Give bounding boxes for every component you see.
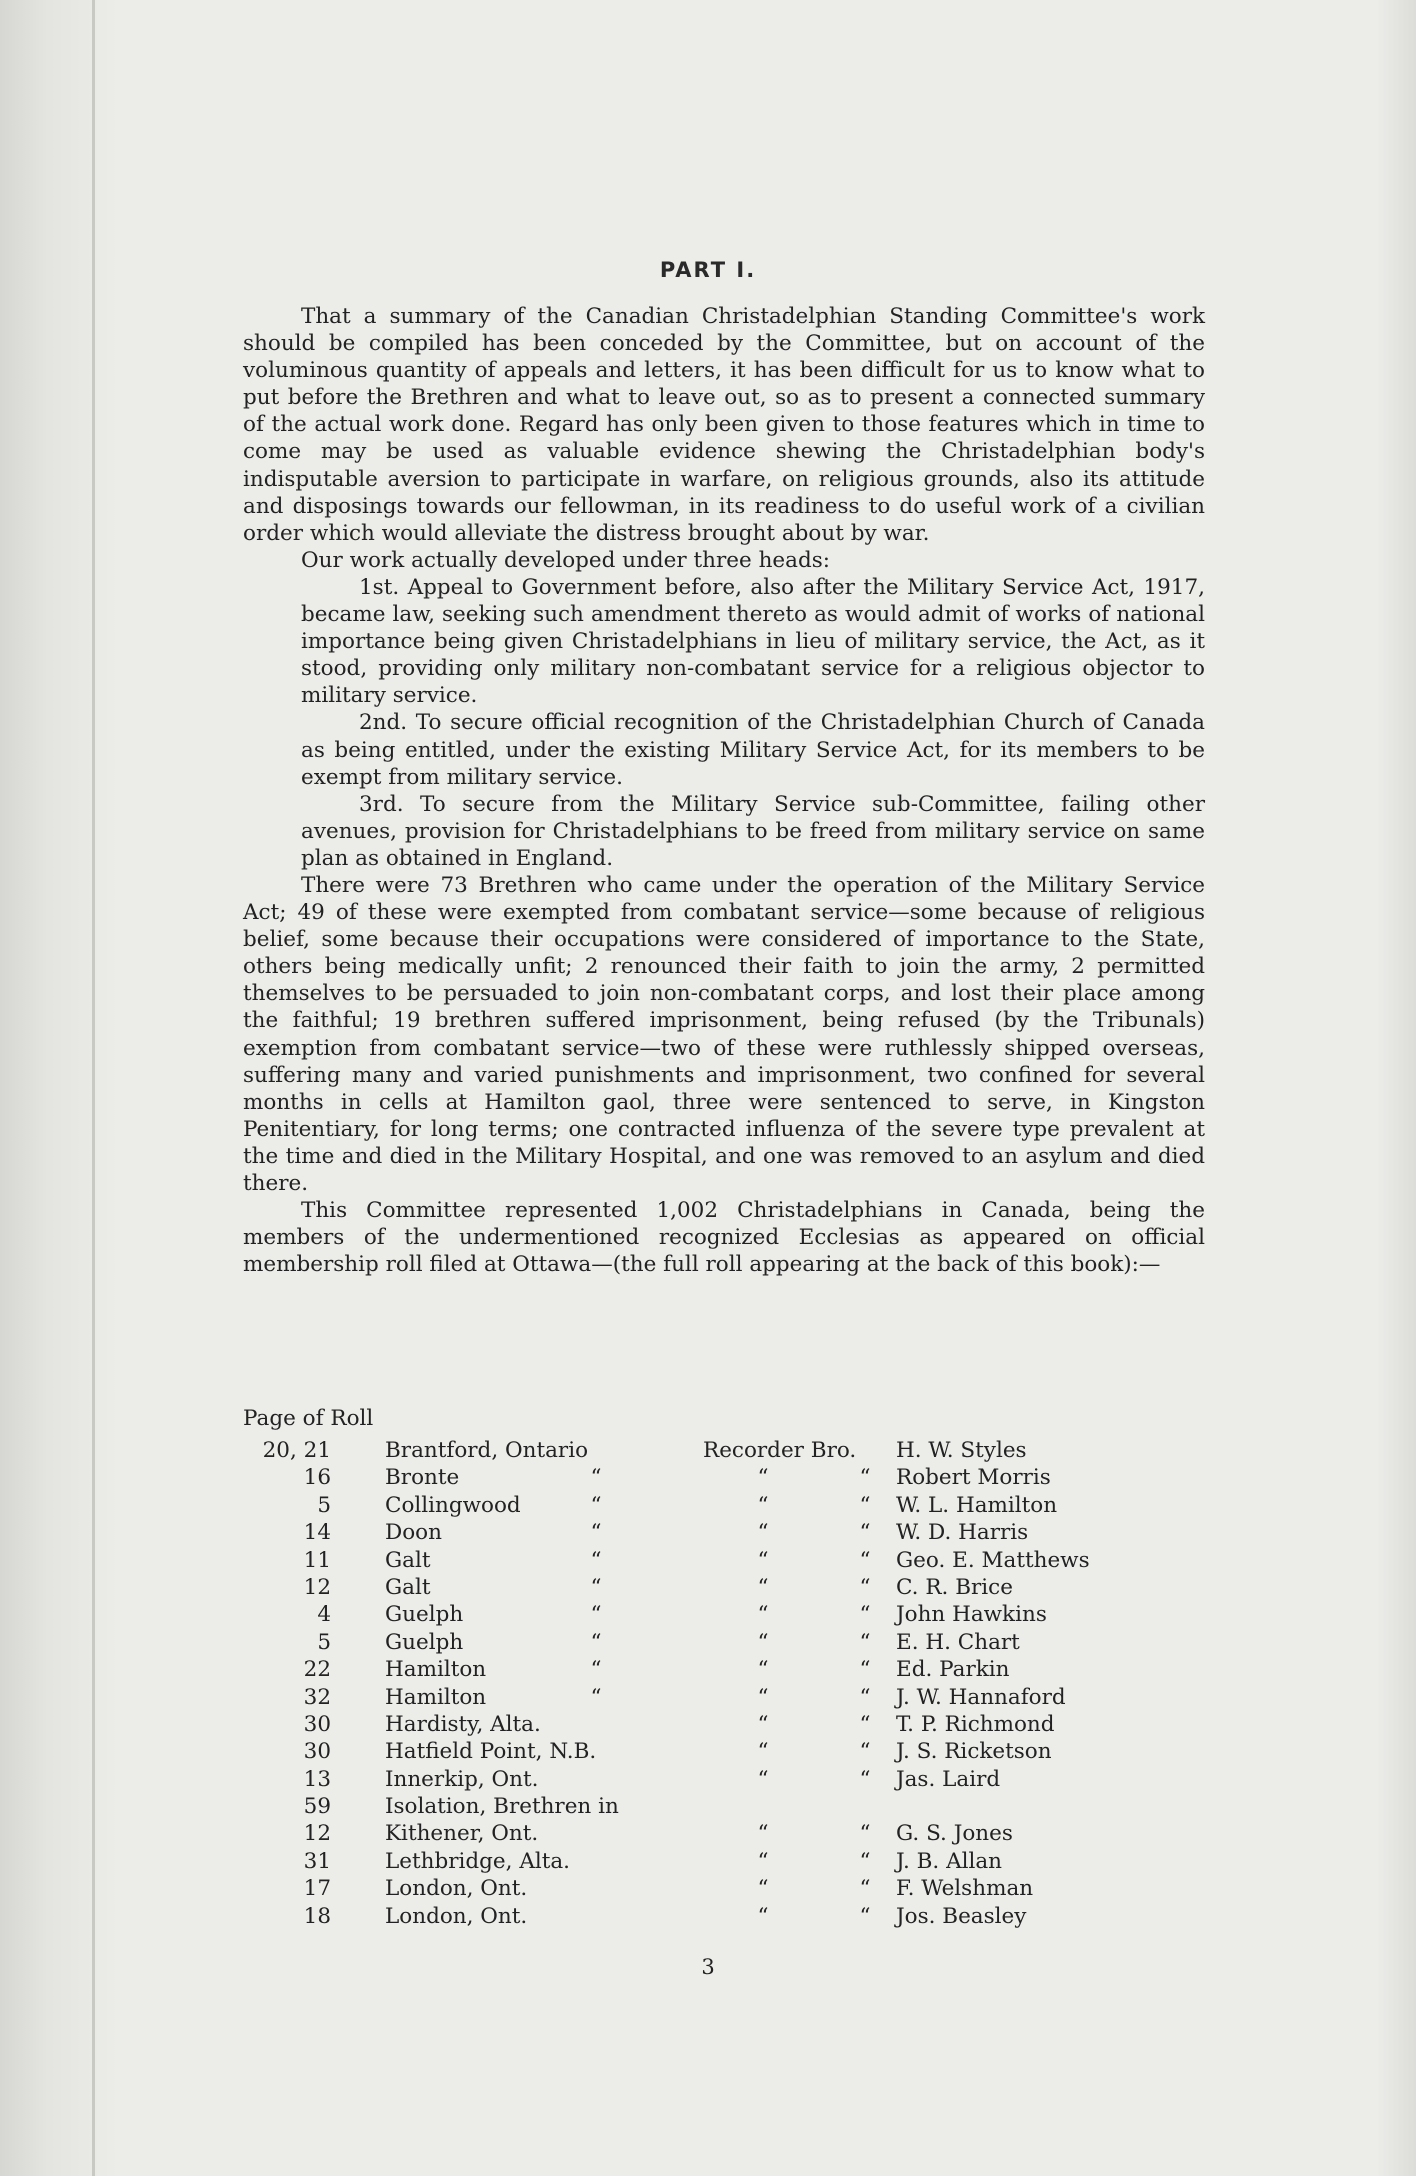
- roll-recorder-ditto: “: [757, 1657, 769, 1683]
- roll-name: John Hawkins: [896, 1602, 1047, 1628]
- roll-recorder-ditto: “: [757, 1711, 769, 1737]
- roll-name: Jas. Laird: [896, 1766, 1001, 1792]
- roll-row: [243, 1438, 1205, 1465]
- roll-place: Lethbridge, Alta.: [385, 1848, 571, 1874]
- roll-page: 17: [303, 1876, 331, 1902]
- roll-row: [243, 1794, 1205, 1821]
- roll-page: 32: [303, 1684, 331, 1710]
- roll-recorder-ditto: “: [757, 1821, 769, 1847]
- head-item-2: 2nd. To secure official recognition of the Christadelphian Church of Canada as being entitled, under the existing Military Service Act, for its members to be exempt from military service.: [301, 710, 1205, 790]
- roll-place: Guelph: [385, 1629, 464, 1655]
- roll-page: 12: [303, 1821, 331, 1847]
- roll-page: 5: [317, 1629, 331, 1655]
- roll-place-ditto: “: [590, 1574, 602, 1600]
- roll-row: [243, 1849, 1205, 1876]
- roll-row: [243, 1685, 1205, 1712]
- roll-recorder-ditto: “: [757, 1876, 769, 1902]
- roll-page: 4: [317, 1602, 331, 1628]
- roll-recorder-ditto: “: [757, 1602, 769, 1628]
- paragraph: Our work actually developed under three heads:: [301, 547, 830, 573]
- paragraph: This Committee represented 1,002 Christadelphians in Canada, being the members of the undermentioned recognized Ecclesias as appeared on official membership roll filed at Ottawa—(the full roll appearing at the back of this book):—: [243, 1198, 1205, 1278]
- roll-bro-ditto: “: [859, 1739, 871, 1765]
- roll-page: 30: [303, 1739, 331, 1765]
- roll-row: [243, 1876, 1205, 1903]
- head-item-1: 1st. Appeal to Government before, also after the Military Service Act, 1917, became law, seeking such amendment thereto as would admit of works of national importance being given Christadelphians in lieu of military service, the Act, as it stood, providing only military non-combatant service for a religious objector to military service.: [301, 574, 1205, 709]
- roll-place-ditto: “: [590, 1684, 602, 1710]
- roll-recorder-ditto: “: [757, 1848, 769, 1874]
- roll-name: Ed. Parkin: [896, 1657, 1010, 1683]
- roll-row: [243, 1712, 1205, 1739]
- roll-bro-ditto: “: [859, 1629, 871, 1655]
- roll-row: [243, 1493, 1205, 1520]
- roll-row: [243, 1520, 1205, 1547]
- roll-place-ditto: “: [590, 1520, 602, 1546]
- roll-place-ditto: “: [590, 1602, 602, 1628]
- roll-recorder-ditto: “: [757, 1629, 769, 1655]
- roll-row: [243, 1739, 1205, 1766]
- roll-bro-ditto: “: [859, 1520, 871, 1546]
- binding-shadow: [0, 0, 120, 2176]
- roll-place-ditto: “: [590, 1547, 602, 1573]
- roll-name: Geo. E. Matthews: [896, 1547, 1090, 1573]
- roll-page: 16: [303, 1465, 331, 1491]
- roll-bro-ditto: “: [859, 1657, 871, 1683]
- roll-page: 12: [303, 1574, 331, 1600]
- roll-bro-ditto: “: [859, 1602, 871, 1628]
- roll-bro-ditto: “: [859, 1492, 871, 1518]
- roll-place: Hardisty, Alta.: [385, 1711, 541, 1737]
- roll-bro-ditto: “: [859, 1574, 871, 1600]
- roll-place: Hamilton: [385, 1657, 487, 1683]
- roll-recorder: Recorder Bro.: [703, 1438, 857, 1463]
- roll-place: Bronte: [385, 1465, 460, 1491]
- roll-row: [243, 1821, 1205, 1848]
- roll-page: 31: [303, 1848, 331, 1874]
- roll-place: Hamilton: [385, 1684, 487, 1710]
- roll-row: [243, 1767, 1205, 1794]
- head-item-3: 3rd. To secure from the Military Service sub-Committee, failing other avenues, provision for Christadelphians to be freed from military service on same plan as obtained in England.: [301, 791, 1205, 871]
- roll-bro-ditto: “: [859, 1465, 871, 1491]
- roll-row: [243, 1602, 1205, 1629]
- roll-place: Hatfield Point, N.B.: [385, 1739, 597, 1765]
- roll-place: Guelph: [385, 1602, 464, 1628]
- binding-line: [92, 0, 95, 2176]
- roll-name: Robert Morris: [896, 1465, 1051, 1491]
- roll-recorder-ditto: “: [757, 1492, 769, 1518]
- roll-name: T. P. Richmond: [896, 1711, 1055, 1737]
- roll-bro-ditto: “: [859, 1711, 871, 1737]
- roll-page: 30: [303, 1711, 331, 1737]
- roll-recorder-ditto: “: [757, 1766, 769, 1792]
- roll-place: Galt: [385, 1574, 431, 1600]
- roll-bro-ditto: “: [859, 1684, 871, 1710]
- roll-bro-ditto: “: [859, 1547, 871, 1573]
- body-text: [243, 303, 1205, 1278]
- roll-bro-ditto: “: [859, 1848, 871, 1874]
- roll-page: 20, 21: [262, 1438, 331, 1463]
- roll-name: E. H. Chart: [896, 1629, 1020, 1655]
- roll-row: [243, 1465, 1205, 1492]
- roll-recorder-ditto: “: [757, 1547, 769, 1573]
- part-heading: PART I.: [659, 258, 757, 282]
- paragraph: That a summary of the Canadian Christadelphian Standing Committee's work should be compiled has been conceded by the Committee, but on account of the voluminous quantity of appeals and letters, it has been difficult for us to know what to put before the Brethren and what to leave out, so as to present a connected summary of the actual work done. Regard has only been given to those features which in time to come may be used as valuable evidence shewing the Christadelphian body's indisputable aversion to participate in warfare, on religious grounds, also its attitude and disposings towards our fellowman, in its readiness to do useful work of a civilian order which would alleviate the distress brought about by war.: [243, 304, 1205, 546]
- roll-place: London, Ont.: [385, 1903, 528, 1929]
- roll-place: Galt: [385, 1547, 431, 1573]
- roll-place: London, Ont.: [385, 1876, 528, 1902]
- roll-bro-ditto: “: [859, 1821, 871, 1847]
- roll-place: Isolation, Brethren in: [385, 1794, 619, 1820]
- roll-recorder-ditto: “: [757, 1465, 769, 1491]
- roll-recorder-ditto: “: [757, 1520, 769, 1546]
- page-number: 3: [701, 1955, 715, 1979]
- roll-page: 22: [303, 1657, 331, 1683]
- roll-recorder-ditto: “: [757, 1574, 769, 1600]
- roll-place-ditto: “: [590, 1657, 602, 1683]
- roll-page: 13: [303, 1766, 331, 1792]
- roll-row: [243, 1575, 1205, 1602]
- page-edge: [1376, 0, 1416, 2176]
- roll-name: G. S. Jones: [896, 1821, 1013, 1847]
- roll-page: 59: [303, 1794, 331, 1820]
- roll-page: 11: [303, 1547, 331, 1573]
- roll-name: J. W. Hannaford: [896, 1684, 1066, 1710]
- roll-name: J. B. Allan: [896, 1848, 1003, 1874]
- roll-place-ditto: “: [590, 1465, 602, 1491]
- roll-bro-ditto: “: [859, 1766, 871, 1792]
- roll-recorder-ditto: “: [757, 1903, 769, 1929]
- roll-name: H. W. Styles: [896, 1438, 1027, 1463]
- roll-place: Doon: [385, 1520, 442, 1546]
- roll-place: Brantford, Ontario: [385, 1438, 589, 1463]
- roll-header: Page of Roll: [243, 1406, 374, 1431]
- roll-page: 14: [303, 1520, 331, 1546]
- roll-place-ditto: “: [590, 1492, 602, 1518]
- roll-name: J. S. Ricketson: [896, 1739, 1052, 1765]
- roll-name: F. Welshman: [896, 1876, 1034, 1902]
- roll-row: [243, 1657, 1205, 1684]
- roll-name: W. L. Hamilton: [896, 1492, 1058, 1518]
- roll-place-ditto: “: [590, 1629, 602, 1655]
- roll-row: [243, 1548, 1205, 1575]
- roll-name: C. R. Brice: [896, 1574, 1013, 1600]
- roll-row: [243, 1904, 1205, 1931]
- roll-name: W. D. Harris: [896, 1520, 1029, 1546]
- paragraph: There were 73 Brethren who came under the operation of the Military Service Act; 49 of these were exempted from combatant service—some because of religious belief, some because their occupations were considered of importance to the State, others being medically unfit; 2 renounced their faith to join the army, 2 permitted themselves to be persuaded to join non-combatant corps, and lost their place among the faithful; 19 brethren suffered imprisonment, being refused (by the Tribunals) exemption from combatant service—two of these were ruthlessly shipped overseas, suffering many and varied punishments and imprisonment, two confined for several months in cells at Hamilton gaol, three were sentenced to serve, in Kingston Penitentiary, for long terms; one contracted influenza of the severe type prevalent at the time and died in the Military Hospital, and one was removed to an asylum and died there.: [243, 872, 1205, 1196]
- roll-place: Collingwood: [385, 1492, 521, 1518]
- roll-place: Kithener, Ont.: [385, 1821, 539, 1847]
- roll-bro-ditto: “: [859, 1903, 871, 1929]
- roll-recorder-ditto: “: [757, 1739, 769, 1765]
- roll-row: [243, 1630, 1205, 1657]
- roll-page: 18: [303, 1903, 331, 1929]
- ecclesia-roll: [243, 1438, 1205, 1931]
- roll-name: Jos. Beasley: [896, 1903, 1027, 1929]
- roll-place: Innerkip, Ont.: [385, 1766, 539, 1792]
- roll-recorder-ditto: “: [757, 1684, 769, 1710]
- roll-bro-ditto: “: [859, 1876, 871, 1902]
- roll-page: 5: [317, 1492, 331, 1518]
